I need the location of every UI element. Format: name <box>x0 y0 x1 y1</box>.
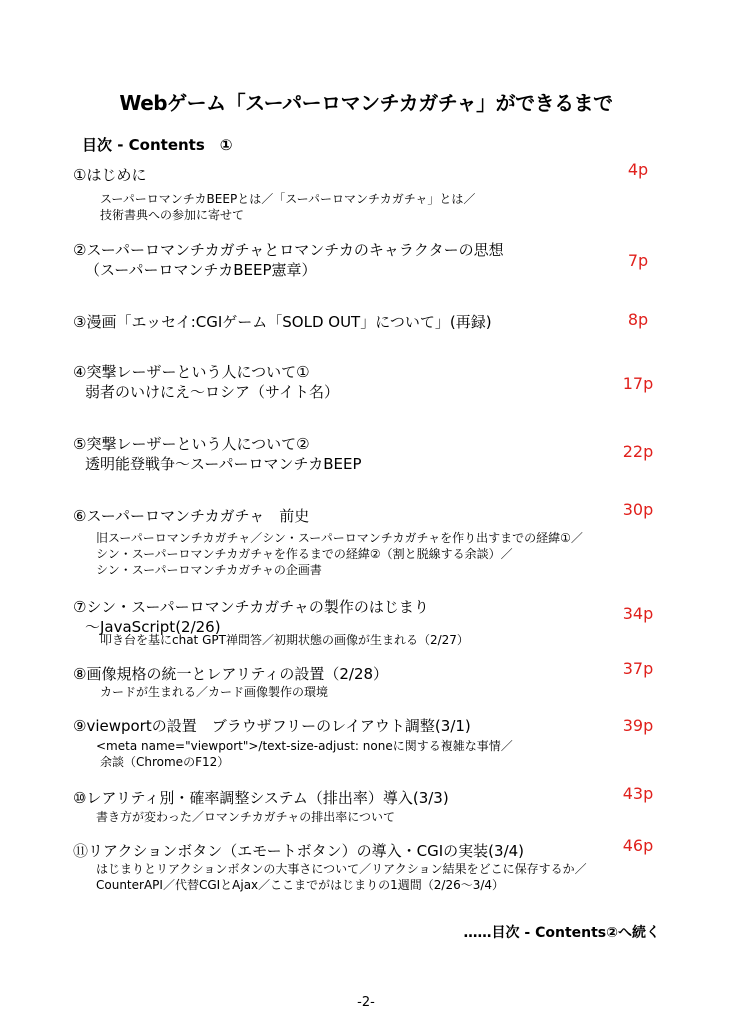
toc-entry-3-title <box>73 312 492 332</box>
toc-entry-1-subtitle <box>100 191 475 223</box>
toc-entry-6-title <box>73 506 309 526</box>
continue-note: ……目次 - Contents②へ続く <box>463 925 660 941</box>
toc-entry-9-sub-line: 余談（ChromeのF12） <box>100 755 230 769</box>
toc-entry-11-title-line: ⑪リアクションボタン（エモートボタン）の導入・CGIの実装(3/4) <box>73 842 525 860</box>
toc-entry-10-subtitle <box>96 809 395 825</box>
toc-entry-7-page: 34p <box>622 604 654 623</box>
toc-entry-5-title-line: ⑤突撃レーザーという人について② <box>73 435 310 453</box>
toc-entry-9-title <box>73 716 471 736</box>
toc-entry-4-title-line: ④突撃レーザーという人について① <box>73 363 310 381</box>
toc-entry-8-subtitle <box>100 684 328 700</box>
toc-entry-2-page: 7p <box>627 251 649 270</box>
toc-entry-10-page: 43p <box>622 784 654 803</box>
toc-entry-7-title-line: ⑦シン・スーパーロマンチカガチャの製作のはじまり <box>73 598 429 616</box>
toc-entry-5-page: 22p <box>622 442 654 461</box>
toc-entry-8-sub-line: カードが生まれる／カード画像製作の環境 <box>100 685 329 699</box>
toc-entry-9-title-line: ⑨viewportの設置 ブラウザフリーのレイアウト調整(3/1) <box>73 717 471 735</box>
toc-entry-11-page: 46p <box>622 836 654 855</box>
toc-entry-9-subtitle <box>96 738 513 770</box>
toc-entry-1-page: 4p <box>627 160 649 179</box>
document-title: Webゲーム「スーパーロマンチカガチャ」ができるまで <box>119 91 613 115</box>
toc-entry-6-title-line: ⑥スーパーロマンチカガチャ 前史 <box>73 507 310 525</box>
toc-entry-3-page: 8p <box>627 310 649 329</box>
toc-entry-1-title <box>73 165 146 185</box>
toc-entry-2-title-line: ②スーパーロマンチカガチャとロマンチカのキャラクターの思想 <box>73 241 504 259</box>
toc-entry-8-title <box>73 664 388 684</box>
toc-entry-10-title <box>73 788 449 808</box>
toc-entry-1-title-line: ①はじめに <box>73 166 147 184</box>
toc-entry-2-title <box>73 240 504 280</box>
toc-entry-9-page: 39p <box>622 716 654 735</box>
toc-entry-7-subtitle <box>100 632 469 648</box>
page-number-footer: -2- <box>357 995 375 1010</box>
toc-entry-4-title <box>73 362 339 402</box>
toc-entry-6-sub-line: 旧スーパーロマンチカガチャ／シン・スーパーロマンチカガチャを作り出すまでの経緯①／ <box>96 531 583 545</box>
toc-entry-11-sub-line: はじまりとリアクションボタンの大事さについて／リアクション結果をどこに保存するか／ <box>96 862 587 876</box>
toc-entry-8-title-line: ⑧画像規格の統一とレアリティの設置（2/28） <box>73 665 389 683</box>
toc-entry-2-title-line: （スーパーロマンチカBEEP憲章） <box>85 261 317 279</box>
toc-entry-11-title <box>73 841 524 861</box>
toc-entry-11-subtitle <box>96 861 587 893</box>
toc-entry-6-subtitle <box>96 530 583 578</box>
toc-entry-5-title-line: 透明能登戦争〜スーパーロマンチカBEEP <box>85 455 362 473</box>
toc-entry-8-page: 37p <box>622 659 654 678</box>
toc-entry-9-sub-line: <meta name="viewport">/text-size-adjust: noneに関する複雑な事情／ <box>96 739 513 753</box>
toc-entry-11-sub-line: CounterAPI／代替CGIとAjax／ここまでがはじまりの1週間（2/26〜3/4） <box>96 878 505 892</box>
toc-entry-5-title <box>73 434 362 474</box>
toc-entry-4-title-line: 弱者のいけにえ〜ロシア（サイト名） <box>85 383 339 401</box>
toc-entry-7-sub-line: 叩き台を基にchat GPT禅問答／初期状態の画像が生まれる（2/27） <box>100 633 469 647</box>
toc-entry-1-sub-line: スーパーロマンチカBEEPとは／「スーパーロマンチカガチャ」とは／ <box>100 192 476 206</box>
toc-entry-4-page: 17p <box>622 374 654 393</box>
toc-entry-1-sub-line: 技術書典への参加に寄せて <box>100 208 245 222</box>
toc-heading: 目次 - Contents ① <box>82 136 233 154</box>
toc-entry-7-title-line: 〜JavaScript(2/26) <box>85 618 221 636</box>
toc-entry-6-sub-line: シン・スーパーロマンチカガチャの企画書 <box>96 563 322 577</box>
toc-entry-6-page: 30p <box>622 500 654 519</box>
toc-entry-3-title-line: ③漫画「エッセイ:CGIゲーム「SOLD OUT」について」(再録) <box>73 313 492 331</box>
toc-entry-10-title-line: ⑩レアリティ別・確率調整システム（排出率）導入(3/3) <box>73 789 449 807</box>
toc-entry-7-title <box>73 597 429 637</box>
toc-entry-10-sub-line: 書き方が変わった／ロマンチカガチャの排出率について <box>96 810 396 824</box>
toc-entry-6-sub-line: シン・スーパーロマンチカガチャを作るまでの経緯②（割と脱線する余談）／ <box>96 547 513 561</box>
